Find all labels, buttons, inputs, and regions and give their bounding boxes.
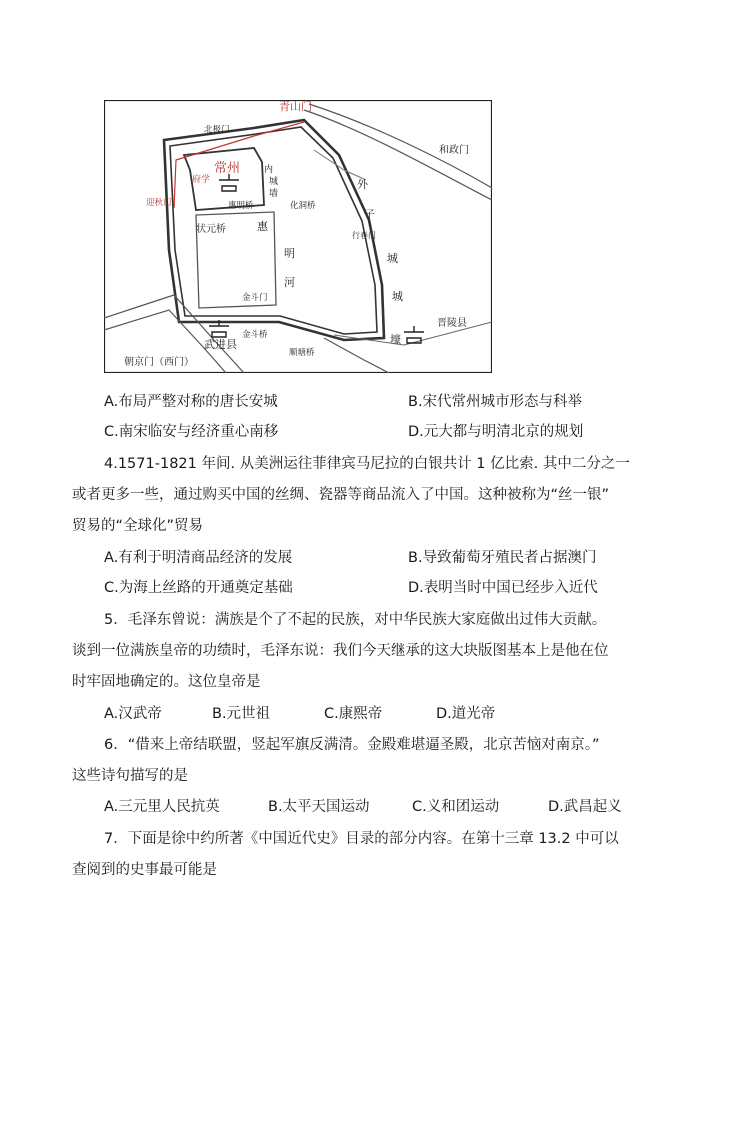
label-hezheng-gate: 和政门 [439, 145, 469, 156]
q3-option-d[interactable]: D.元大都与明清北京的规划 [408, 424, 584, 440]
q6-option-b[interactable]: B.太平天国运动 [268, 799, 370, 815]
q4-stem-line-2: 或者更多一些，通过购买中国的丝绸、瓷器等商品流入了中国。这种被称为“丝一银” [72, 487, 610, 503]
q4-option-b[interactable]: B.导致葡萄牙殖民者占据澳门 [408, 550, 597, 566]
q7-stem-line-2: 查阅到的史事最可能是 [72, 862, 217, 878]
label-wujin-county: 武进县 [204, 338, 237, 351]
label-huadong-bridge: 化洞桥 [290, 201, 316, 211]
label-huiming-river-2: 明 [284, 247, 295, 260]
q3-option-c[interactable]: C.南宋临安与经济重心南移 [104, 424, 279, 440]
q5-stem-line-2: 谈到一位满族皇帝的功绩时，毛泽东说：我们今天继承的这大块版图基本上是他在位 [72, 643, 609, 659]
label-outer-wall-2: 子 [364, 208, 375, 221]
q5-stem-line-1: 5．毛泽东曾说：满族是个了不起的民族，对中华民族大家庭做出过伟大贡献。 [104, 612, 607, 628]
label-beiguan-gate: 北极门 [204, 125, 230, 135]
q6-option-a[interactable]: A.三元里人民抗英 [104, 799, 220, 815]
label-yingchun-gate: 迎秋门 [146, 198, 172, 208]
label-xingchun-gate: 行春门 [352, 231, 376, 240]
label-huiming-river-3: 河 [284, 276, 295, 289]
q3-options [104, 392, 664, 440]
question-7 [72, 829, 672, 881]
q6-option-d[interactable]: D.武昌起义 [548, 799, 622, 815]
q4-stem-line-3: 贸易的“全球化”贸易 [72, 518, 204, 534]
q3-option-a[interactable]: A.布局严整对称的唐长安城 [104, 394, 278, 410]
label-qingshan-gate: 青山门 [279, 100, 312, 113]
q5-stem-line-3: 时牢固地确定的。这位皇帝是 [72, 674, 261, 690]
label-chaojing-gate: 朝京门（西门） [124, 357, 194, 368]
q4-option-c[interactable]: C.为海上丝路的开通奠定基础 [104, 580, 293, 596]
label-outer-wall-4: 城 [392, 290, 403, 303]
label-changzhou: 常州 [214, 161, 241, 176]
label-fuxue: 府学 [192, 175, 211, 185]
label-huiming-bridge: 惠明桥 [228, 201, 254, 211]
question-4 [72, 454, 672, 598]
q6-stem-line-1: 6．“借来上帝结联盟，竖起军旗反满清。金殿难堪逼圣殿，北京苦恼对南京。” [104, 737, 600, 753]
q5-option-b[interactable]: B.元世祖 [212, 706, 271, 722]
label-huiming-river-1: 惠 [257, 220, 268, 233]
q4-option-a[interactable]: A.有利于明清商品经济的发展 [104, 550, 293, 566]
label-outer-wall-3: 城 [387, 252, 398, 265]
q4-option-d[interactable]: D.表明当时中国已经步入近代 [408, 580, 598, 596]
q6-stem-line-2: 这些诗句描写的是 [72, 768, 188, 784]
label-inner-wall-3: 墙 [269, 189, 279, 199]
q3-option-b[interactable]: B.宋代常州城市形态与科举 [408, 394, 583, 410]
label-outer-wall-1: 外 [357, 178, 368, 191]
label-shuntang-bridge: 顺塘桥 [289, 348, 315, 358]
question-6 [72, 735, 672, 819]
label-outer-wall-5: 壕 [390, 333, 401, 346]
q4-stem-line-1: 4.1571-1821 年间. 从美洲运往菲律宾马尼拉的白银共计 1 亿比索. 其中二分之一 [104, 456, 630, 472]
question-5 [72, 610, 672, 726]
changzhou-city-map [104, 100, 492, 373]
q5-option-d[interactable]: D.道光帝 [436, 706, 496, 722]
label-inner-wall-2: 城 [269, 177, 279, 187]
map-frame [105, 101, 492, 373]
label-inner-wall-1: 内 [264, 165, 274, 175]
q6-option-c[interactable]: C.义和团运动 [412, 799, 500, 815]
label-jindou-gate: 金斗门 [242, 293, 268, 303]
q5-option-a[interactable]: A.汉武帝 [104, 706, 162, 722]
label-jindou-bridge: 金斗桥 [242, 330, 268, 340]
label-jinling-county: 晋陵县 [437, 318, 467, 329]
q7-stem-line-1: 7．下面是徐中约所著《中国近代史》目录的部分内容。在第十三章 13.2 中可以 [104, 831, 619, 847]
q5-option-c[interactable]: C.康熙帝 [324, 706, 383, 722]
label-zhuangyuan-bridge: 状元桥 [196, 224, 226, 235]
